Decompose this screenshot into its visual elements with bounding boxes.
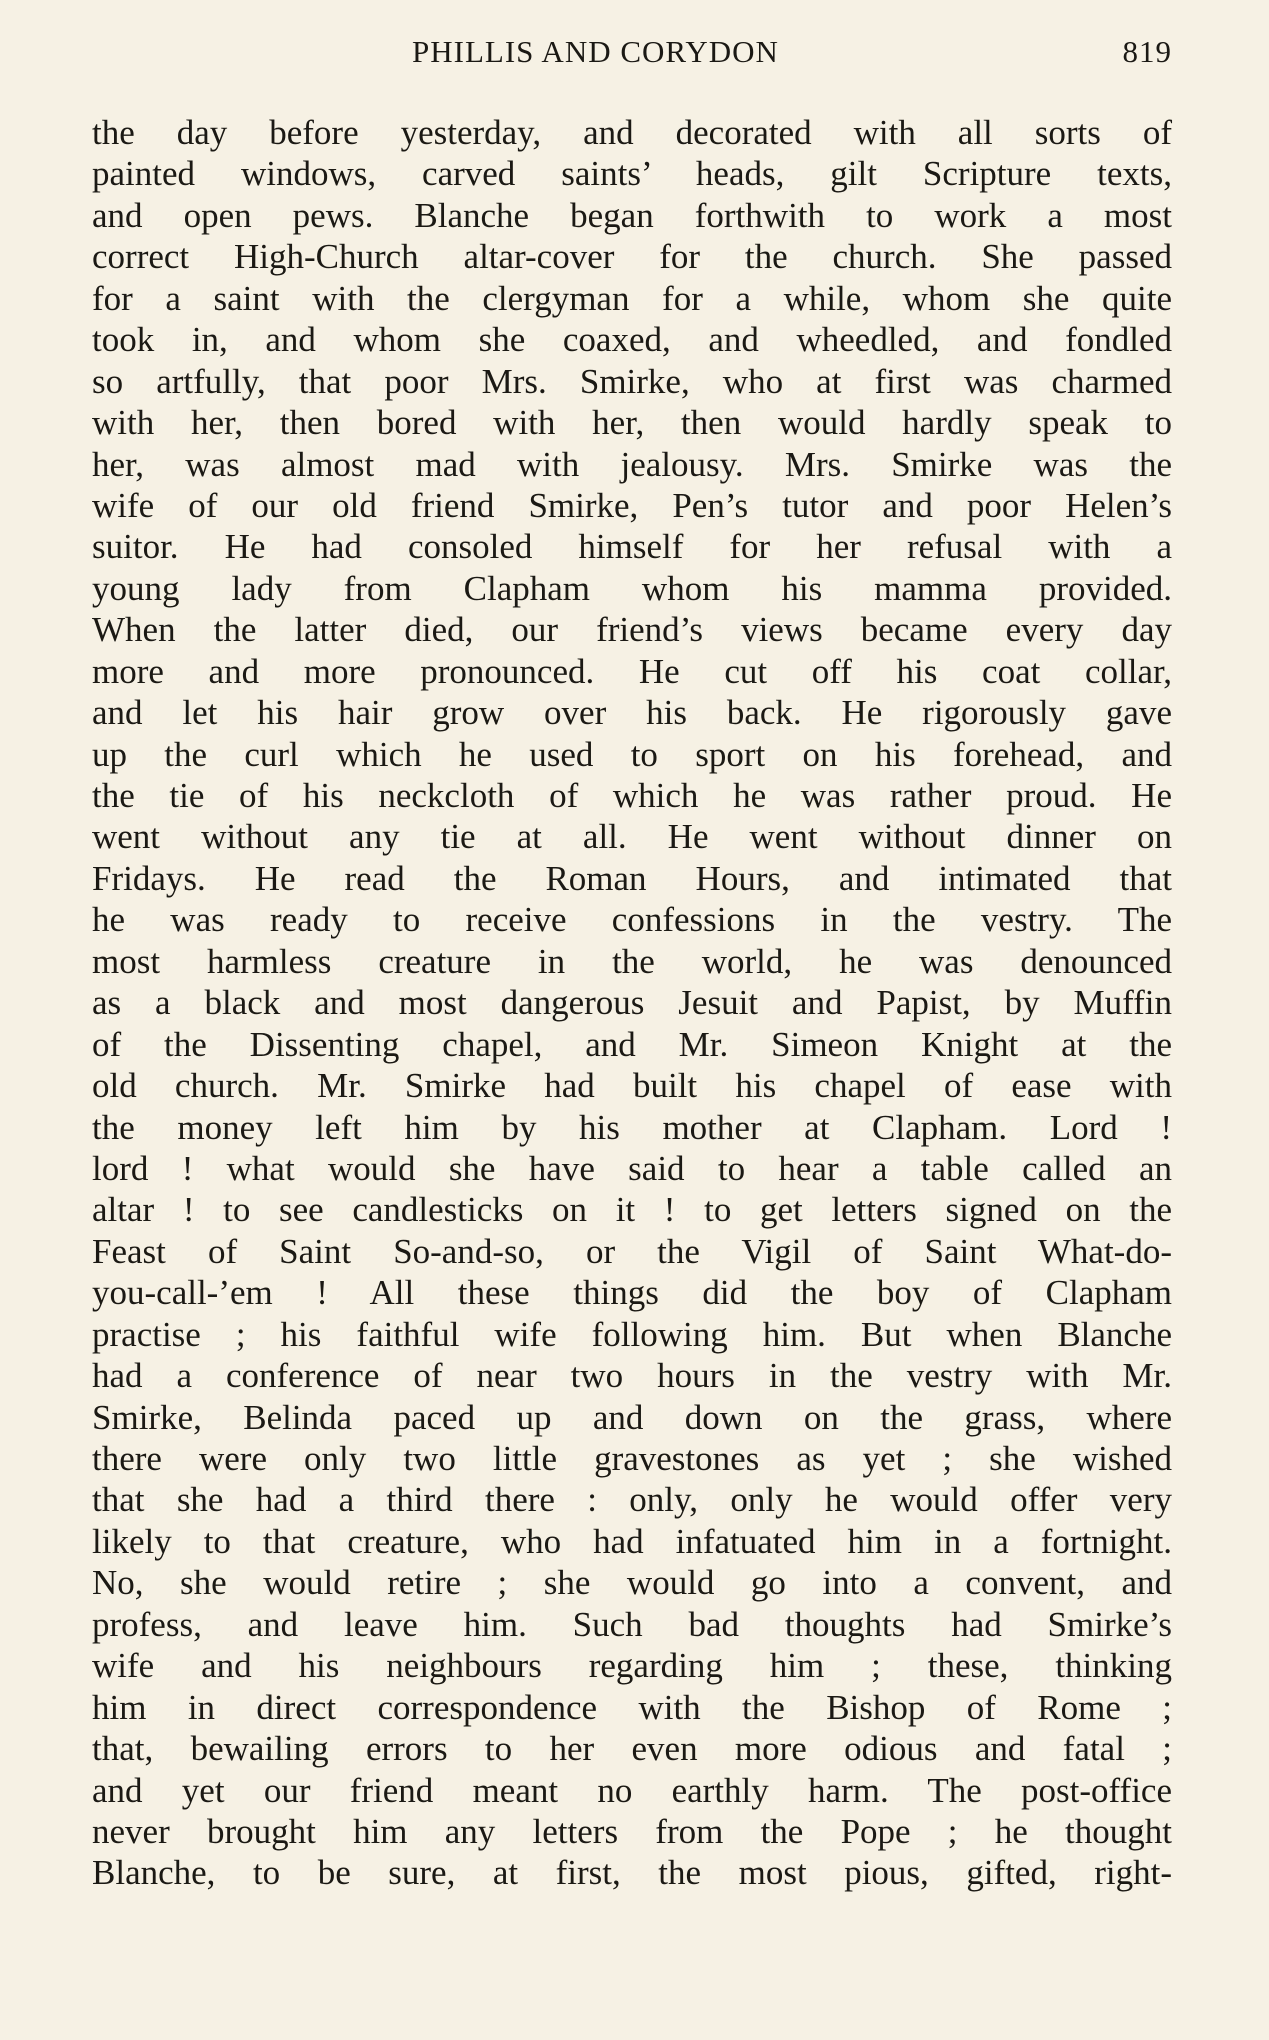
page-number: 819 — [1122, 34, 1172, 69]
text-line: he was ready to receive confessions in the vestry. The — [92, 900, 1172, 940]
text-line: the tie of his neckcloth of which he was rather proud. He — [92, 776, 1172, 815]
text-line: Fridays. He read the Roman Hours, and intimated that — [92, 858, 1172, 898]
text-line: took in, and whom she coaxed, and wheedled, and fondled — [92, 320, 1172, 360]
text-line: When the latter died, our friend’s views became every day — [92, 610, 1172, 650]
text-line: profess, and leave him. Such bad thoughts had Smirke’s — [92, 1604, 1172, 1644]
text-line: altar ! to see candlesticks on it ! to get letters signed on the — [92, 1190, 1172, 1230]
text-line: wife of our old friend Smirke, Pen’s tutor and poor Helen’s — [92, 485, 1172, 525]
text-line: wife and his neighbours regarding him ; these, thinking — [92, 1646, 1172, 1686]
text-line: you-call-’em ! All these things did the boy of Clapham — [92, 1273, 1172, 1313]
text-line: so artfully, that poor Mrs. Smirke, who at first was charmed — [92, 361, 1172, 401]
body-text — [92, 112, 1172, 1894]
text-line: likely to that creature, who had infatuated him in a fortnight. — [92, 1521, 1172, 1561]
text-line: had a conference of near two hours in the vestry with Mr. — [92, 1356, 1172, 1396]
text-line: more and more pronounced. He cut off his coat collar, — [92, 651, 1172, 691]
text-line: the money left him by his mother at Clapham. Lord ! — [92, 1107, 1172, 1147]
text-line: and open pews. Blanche began forthwith to work a most — [92, 195, 1172, 235]
running-title: PHILLIS AND CORYDON — [412, 34, 779, 69]
text-line: for a saint with the clergyman for a while, whom she quite — [92, 278, 1172, 318]
text-line: No, she would retire ; she would go into a convent, and — [92, 1563, 1172, 1603]
text-line: and let his hair grow over his back. He rigorously gave — [92, 693, 1172, 733]
text-line: young lady from Clapham whom his mamma provided. — [92, 568, 1172, 608]
text-line: him in direct correspondence with the Bishop of Rome ; — [92, 1687, 1172, 1727]
text-line: painted windows, carved saints’ heads, gilt Scripture texts, — [92, 154, 1172, 194]
text-line: suitor. He had consoled himself for her refusal with a — [92, 527, 1172, 567]
text-line: and yet our friend meant no earthly harm. The post-office — [92, 1770, 1172, 1810]
text-line: most harmless creature in the world, he was denounced — [92, 941, 1172, 981]
text-line: old church. Mr. Smirke had built his chapel of ease with — [92, 1066, 1172, 1106]
text-line: lord ! what would she have said to hear a table called an — [92, 1148, 1172, 1188]
text-line: of the Dissenting chapel, and Mr. Simeon Knight at the — [92, 1024, 1172, 1064]
text-line: up the curl which he used to sport on his forehead, and — [92, 734, 1172, 774]
text-line: as a black and most dangerous Jesuit and Papist, by Muffin — [92, 983, 1172, 1023]
text-line: practise ; his faithful wife following him. But when Blanche — [92, 1314, 1172, 1354]
text-line: never brought him any letters from the Pope ; he thought — [92, 1811, 1172, 1851]
text-line: with her, then bored with her, then would hardly speak to — [92, 403, 1172, 443]
text-line: that, bewailing errors to her even more odious and fatal ; — [92, 1729, 1172, 1769]
text-line: Blanche, to be sure, at first, the most pious, gifted, right- — [92, 1853, 1172, 1893]
text-line: that she had a third there : only, only he would offer very — [92, 1480, 1172, 1520]
text-line: there were only two little gravestones as yet ; she wished — [92, 1439, 1172, 1478]
text-line: Smirke, Belinda paced up and down on the grass, where — [92, 1397, 1172, 1437]
text-line: the day before yesterday, and decorated with all sorts of — [92, 113, 1172, 152]
text-line: went without any tie at all. He went without dinner on — [92, 817, 1172, 857]
text-line: Feast of Saint So-and-so, or the Vigil of Saint What-do- — [92, 1231, 1172, 1271]
running-head — [92, 34, 1172, 74]
text-line: her, was almost mad with jealousy. Mrs. Smirke was the — [92, 444, 1172, 484]
text-line: correct High-Church altar-cover for the church. She passed — [92, 237, 1172, 277]
